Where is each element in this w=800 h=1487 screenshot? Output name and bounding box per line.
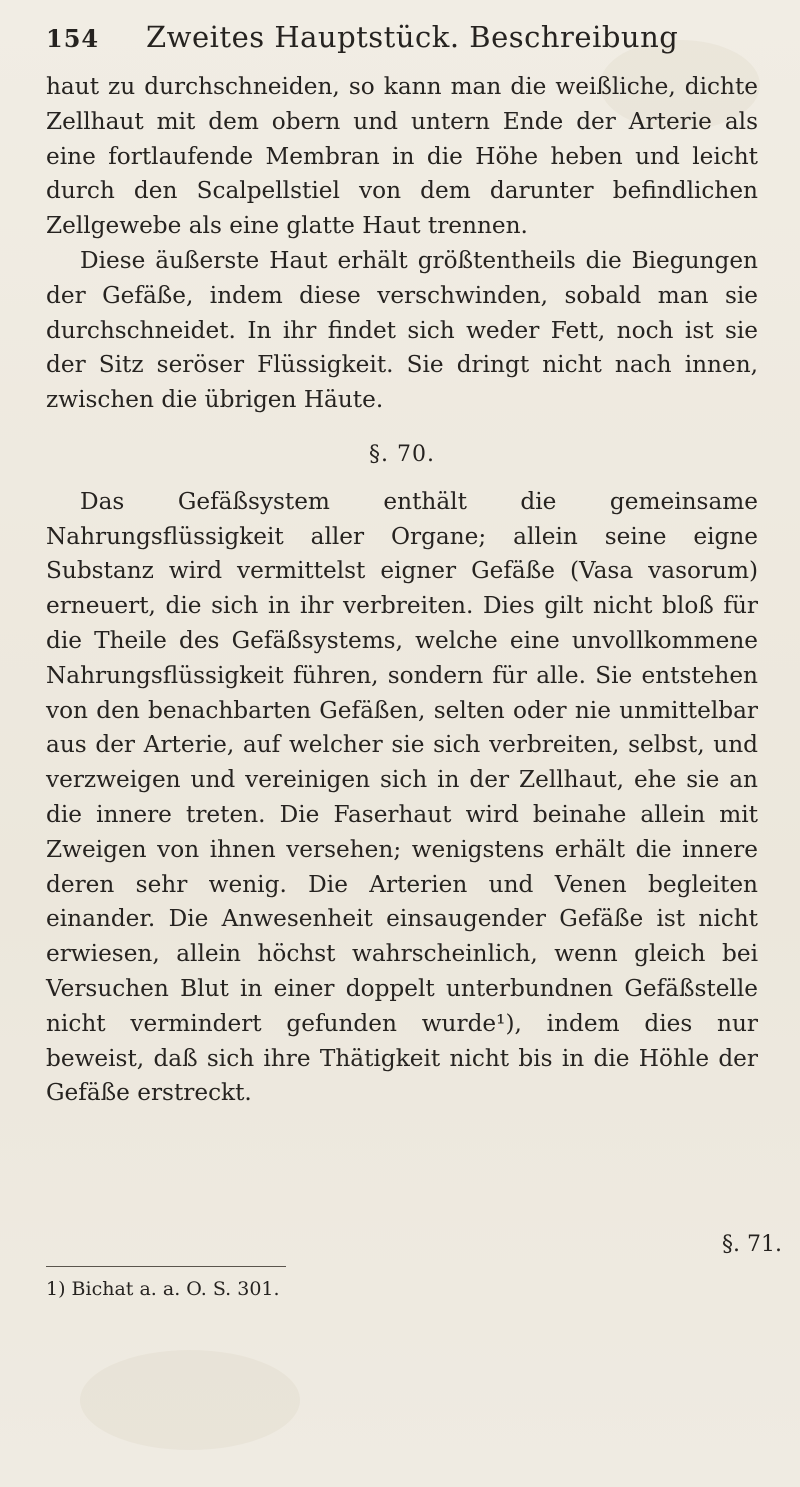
page-header bbox=[46, 18, 746, 64]
page-number: 154 bbox=[46, 24, 100, 53]
paragraph-1: haut zu durchschneiden, so kann man die weißliche, dichte Zellhaut mit dem obern und untern Ende der Arterie als eine fortlaufende Membran in die Höhe heben und leicht durch den Scalpellstiel von dem darunter befindlichen Zellgewebe als eine glatte Haut trennen. bbox=[46, 73, 758, 240]
section-heading: §. 70. bbox=[369, 441, 435, 467]
catchword-next-section: §. 71. bbox=[722, 1232, 782, 1257]
paragraph-2: Diese äußerste Haut erhält größtentheils die Biegungen der Gefäße, indem diese verschwinden, sobald man sie durchschneidet. In ihr findet sich weder Fett, noch ist sie der Sitz seröser Flüssigkeit. Sie dringt nicht nach innen, zwischen die übrigen Häute. bbox=[46, 246, 758, 414]
paper-stain bbox=[80, 1350, 300, 1450]
body-text bbox=[46, 70, 758, 1111]
paragraph-3: Das Gefäßsystem enthält die gemeinsame Nahrungsflüssigkeit aller Organe; allein seine eigne Substanz wird vermittelst eigner Gefäße (Vasa vasorum) erneuert, die sich in ihr verbreiten. Dies gilt nicht bloß für die Theile des Gefäßsystems, welche eine unvollkommene Nahrungsflüssigkeit führen, sondern für alle. Sie entstehen von den benachbarten Gefäßen, selten oder nie unmittelbar aus der Arterie, auf welcher sie sich verbreiten, selbst, und verzweigen und vereinigen sich in der Zellhaut, ehe sie an die innere treten. Die Faserhaut wird beinahe allein mit Zweigen von ihnen versehen; wenigstens erhält die innere deren sehr wenig. Die Arterien und Venen begleiten einander. Die Anwesenheit einsaugender Gefäße ist nicht erwiesen, allein höchst wahrscheinlich, wenn gleich bei Versuchen Blut in einer doppelt unterbundnen Gefäßstelle nicht vermindert gefunden wurde¹), indem dies nur beweist, daß sich ihre Thätigkeit nicht bis in die Höhle der Gefäße erstreckt. bbox=[46, 487, 758, 1107]
footnote-divider bbox=[46, 1266, 286, 1267]
running-head: Zweites Hauptstück. Beschreibung bbox=[146, 20, 679, 54]
footnote: 1) Bichat a. a. O. S. 301. bbox=[46, 1278, 280, 1300]
